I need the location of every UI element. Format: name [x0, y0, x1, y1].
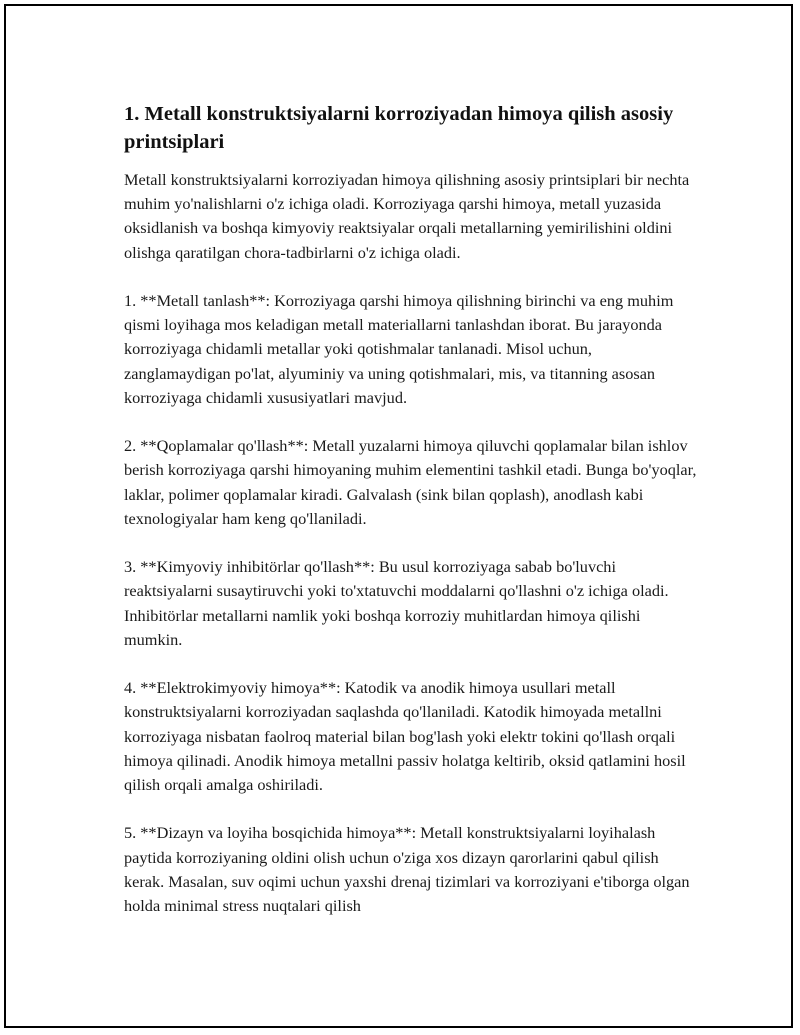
paragraph-design: 5. **Dizayn va loyiha bosqichida himoya**: Metall konstruktsiyalarni loyihalash paytida korroziyaning oldini olish uchun o'ziga xos dizayn qarorlarini qabul qilish kerak. Masalan, suv oqimi uchun yaxshi drenaj tizimlari va korroziyani e'tiborga olgan holda minimal stress nuqtalari qilish: [124, 823, 690, 916]
section-heading: 1. Metall konstruktsiyalarni korroziyadan himoya qilish asosiy printsiplari: [124, 103, 674, 153]
paragraph-coatings: 2. **Qoplamalar qo'llash**: Metall yuzalarni himoya qiluvchi qoplamalar bilan ishlov berish korroziyaga qarshi himoyaning muhim elementini tashkil etadi. Bunga bo'yoqlar, laklar, polimer qoplamalar kiradi. Galvalash (sink bilan qoplash), anodlash kabi texnologiyalar ham keng qo'llaniladi.: [124, 436, 697, 528]
page-frame: [4, 4, 793, 1028]
paragraph-inhibitors: 3. **Kimyoviy inhibitörlar qo'llash**: Bu usul korroziyaga sabab bo'luvchi reaktsiyalarni susaytiruvchi yoki to'xtatuvchi moddalarni qo'llashni o'z ichiga oladi. Inhibitörlar metallarni namlik yoki boshqa korroziy muhitlardan himoya qilishi mumkin.: [124, 557, 669, 649]
intro-paragraph: Metall konstruktsiyalarni korroziyadan himoya qilishning asosiy printsiplari bir nechta muhim yo'nalishlarni o'z ichiga oladi. Korroziyaga qarshi himoya, metall yuzasida oksidlanish va boshqa kimyoviy reaktsiyalar orqali metallarning yemirilishini oldini olishga qaratilgan chora-tadbirlarni o'z ichiga oladi.: [124, 170, 690, 262]
document-body: [124, 100, 699, 942]
paragraph-electrochemical: 4. **Elektrokimyoviy himoya**: Katodik va anodik himoya usullari metall konstruktsiyalarni korroziyadan saqlashda qo'llaniladi. Katodik himoyada metallni korroziyaga nisbatan faolroq material bilan bog'lash yoki elektr tokini qo'llash orqali himoya qilinadi. Anodik himoya metallni passiv holatga keltirib, oksid qatlamini hosil qilish orqali amalga oshiriladi.: [124, 678, 686, 795]
paragraph-metal-selection: 1. **Metall tanlash**: Korroziyaga qarshi himoya qilishning birinchi va eng muhim qismi loyihaga mos keladigan metall materiallarni tanlashdan iborat. Bu jarayonda korroziyaga chidamli metallar yoki qotishmalar tanlanadi. Misol uchun, zanglamaydigan po'lat, alyuminiy va uning qotishmalari, mis, va titanning asosan korroziyaga chidamli xususiyatlari mavjud.: [124, 291, 674, 407]
